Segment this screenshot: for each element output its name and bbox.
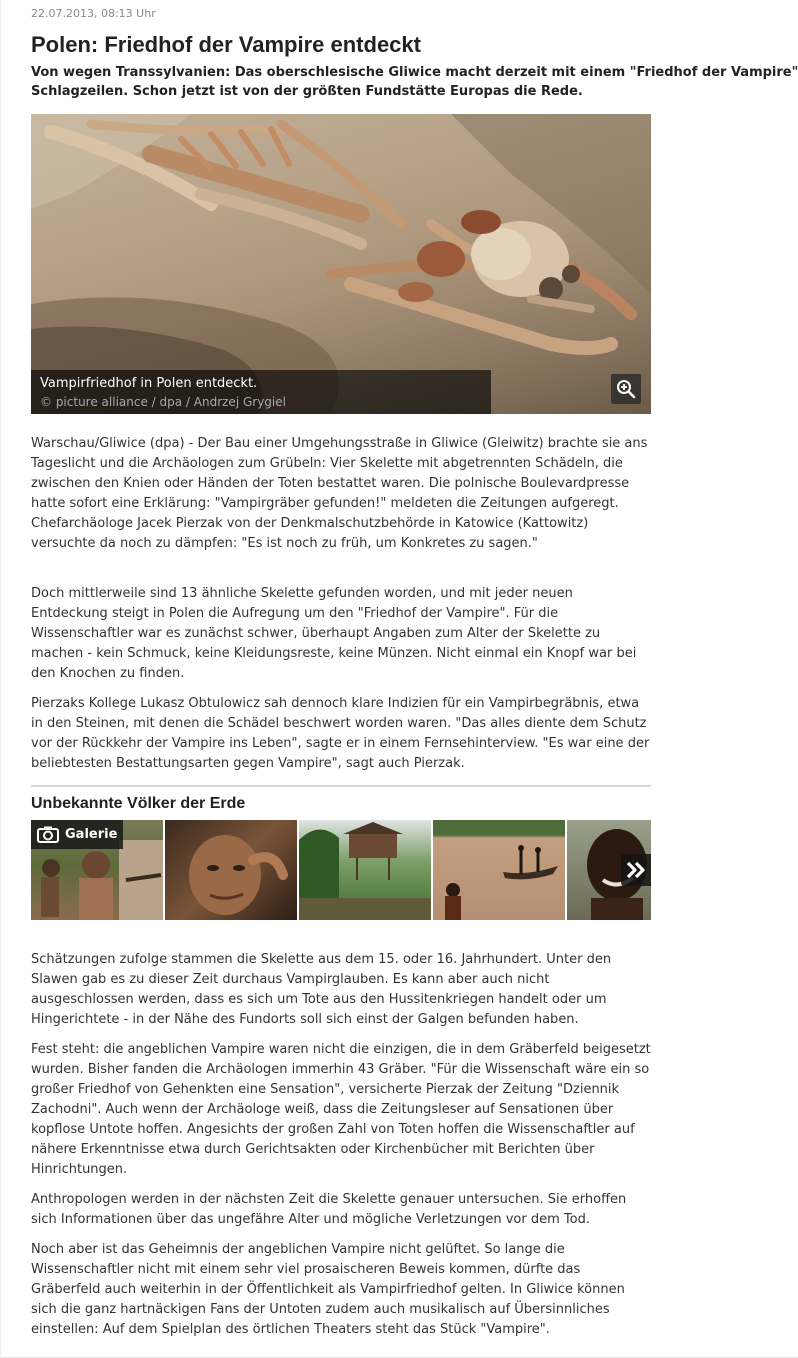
camera-icon bbox=[37, 826, 59, 843]
caption-credit: © picture alliance / dpa / Andrzej Grygiel bbox=[40, 395, 286, 409]
gallery-thumbnail[interactable] bbox=[299, 820, 431, 920]
article-paragraph: Pierzaks Kollege Lukasz Obtulowicz sah dennoch klare Indizien für ein Vampirbegräbnis, etwa in den Steinen, mit denen die Schädel beschwert worden waren. "Das alles diente dem Schutz vor der Rückkehr der Vampire ins Leben", sagte er in einem Fernsehinterview. "Es war eine der beliebtesten Bestattungsarten gegen Vampire", sagt auch Pierzak. bbox=[31, 696, 650, 771]
gallery-badge[interactable] bbox=[31, 820, 123, 849]
gallery-thumbnail[interactable] bbox=[433, 820, 565, 920]
gallery-badge-label: Galerie bbox=[65, 827, 118, 842]
article-paragraph: Doch mittlerweile sind 13 ähnliche Skelette gefunden worden, und mit jeder neuen Entdeckung steigt in Polen die Aufregung um den "Friedhof der Vampire". Für die Wissenschaftler war es zunächst schwer, überhaupt Angaben zum Alter der Skelette zu machen - kein Schmuck, keine Kleidungsreste, keine Münzen. Nicht einmal ein Knopf war bei den Knochen zu finden. bbox=[31, 586, 637, 681]
gallery-strip[interactable] bbox=[31, 820, 651, 920]
gallery-title: Unbekannte Völker der Erde bbox=[31, 795, 246, 812]
section-divider bbox=[31, 785, 651, 787]
gallery-next-button[interactable] bbox=[621, 854, 651, 886]
article-paragraph: Noch aber ist das Geheimnis der angeblichen Vampire nicht gelüftet. So lange die Wissenschaftler nicht mit einem sehr viel prosaischeren Beweis kommen, dürfte das Gräberfeld auch weiterhin in der Öffentlichkeit als Vampirfriedhof gelten. In Gliwice können sich die ganz hartnäckigen Fans der Untoten zudem auch musikalisch auf Übersinnliches einstellen: Auf dem Spielplan des örtlichen Theaters steht das Stück "Vampire". bbox=[31, 1242, 625, 1337]
article-title: Polen: Friedhof der Vampire entdeckt bbox=[31, 32, 421, 57]
gallery-thumbnail[interactable] bbox=[165, 820, 297, 920]
article-paragraph: Schätzungen zufolge stammen die Skelette aus dem 15. oder 16. Jahrhundert. Unter den Slawen gab es zu dieser Zeit durchaus Vampirglauben. Es kann aber auch nicht ausgeschlossen werden, dass es sich um Tote aus den Hussitenkriegen handelt oder um Hingerichtete - in der Nähe des Fundorts soll sich einst der Galgen befunden haben. bbox=[31, 952, 612, 1027]
zoom-in-icon[interactable] bbox=[611, 374, 641, 404]
skeleton-illustration bbox=[31, 114, 651, 414]
article-paragraph: Fest steht: die angeblichen Vampire waren nicht die einzigen, die in dem Gräberfeld beigesetzt wurden. Bisher fanden die Archäologen immerhin 43 Gräber. "Für die Wissenschaft wäre ein so großer Friedhof von Gehenkten eine Sensation", versicherte Pierzak der Zeitung "Dziennik Zachodni". Auch wenn der Archäologe weiß, dass die Zeitungsleser auf Sensationen über kopflose Untote hoffen. Angesichts der großen Zahl von Toten hoffen die Wissenschaftler auf nähere Erkenntnisse etwa durch Gerichtsakten oder Kirchenbücher mit Berichten über Hinrichtungen. bbox=[31, 1042, 651, 1177]
article-lead: Von wegen Transsylvanien: Das oberschlesische Gliwice macht derzeit mit einem "Friedhof der Vampire" Schlagzeilen. Schon jetzt ist von der größten Fundstätte Europas die Rede. bbox=[31, 65, 798, 99]
image-caption bbox=[31, 370, 491, 414]
article-paragraph: Anthropologen werden in der nächsten Zeit die Skelette genauer untersuchen. Sie erhoffen sich Informationen über das ungefähre Alter und mögliche Verletzungen vor dem Tod. bbox=[31, 1192, 627, 1227]
hero-image[interactable] bbox=[31, 114, 651, 414]
article-date: 22.07.2013, 08:13 Uhr bbox=[31, 7, 156, 20]
double-chevron-right-icon bbox=[626, 861, 646, 879]
caption-title: Vampirfriedhof in Polen entdeckt. bbox=[40, 376, 258, 391]
article-paragraph: Warschau/Gliwice (dpa) - Der Bau einer Umgehungsstraße in Gliwice (Gleiwitz) brachte sie ans Tageslicht und die Archäologen zum Grübeln: Vier Skelette mit abgetrennten Schädeln, die zwischen den Knien oder Händen der Toten bestattet waren. Die polnische Boulevardpresse hatte sofort eine Erklärung: "Vampirgräber gefunden!" meldeten die Zeitungen aufgeregt. Chefarchäologe Jacek Pierzak von der Denkmalschutzbehörde in Katowice (Kattowitz) versuchte da noch zu dämpfen: "Es ist noch zu früh, um Konkretes zu sagen." bbox=[31, 436, 648, 551]
